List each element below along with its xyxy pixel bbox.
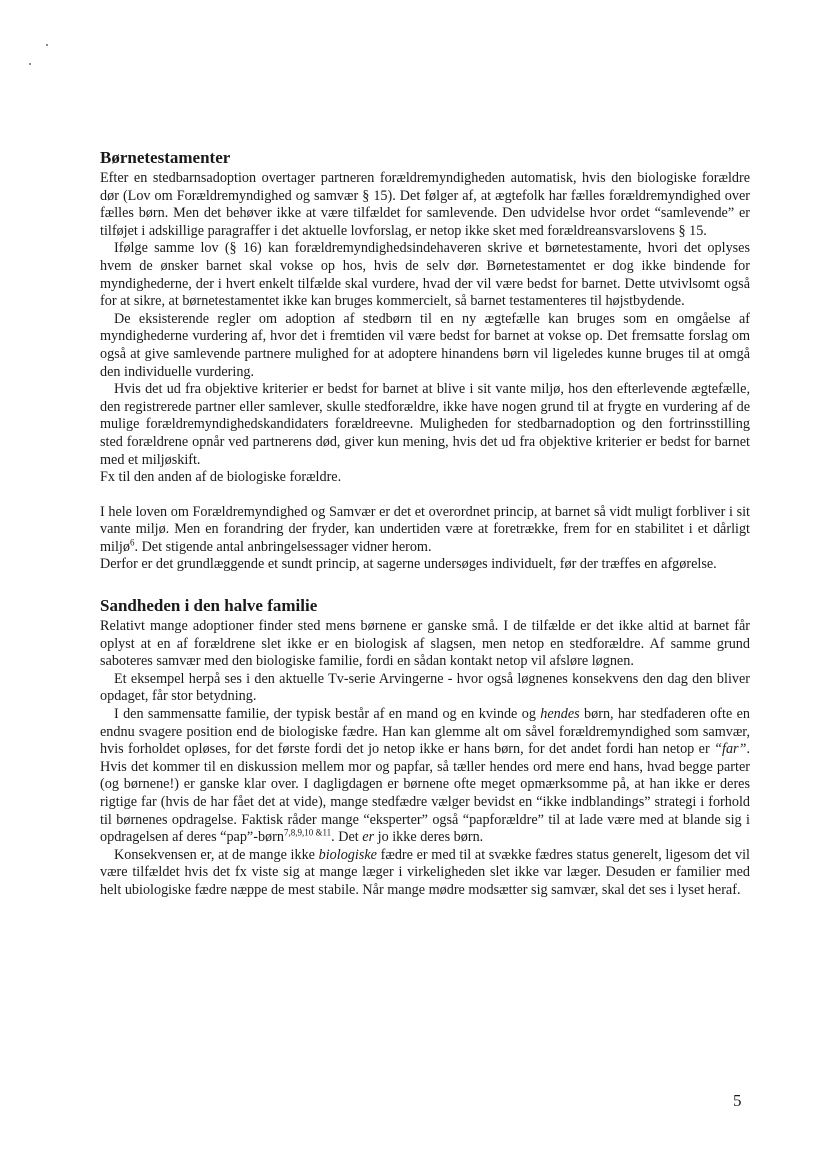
paragraph: Efter en stedbarnsadoption overtager partneren forældremyndigheden automatisk, hvis den biologiske forældre dør (Lov om Forældremyndighed og samvær § 15). Det følger af, at ægtefolk har fælles forældremyndighed over fælles børn. Men det behøver ikke at være tilfældet for samlevende. Den udvidelse hvor ordet “samlevende” er tilføjet i adskillige paragraffer i det aktuelle lovforslag, er netop ikke sket med forældreansvarslovens § 15. bbox=[100, 170, 750, 239]
paragraph: Et eksempel herpå ses i den aktuelle Tv-serie Arvingerne - hvor også løgnenes konsekvens den dag den bliver opdaget, får stor betydning. bbox=[100, 670, 750, 705]
paragraph: Ifølge samme lov (§ 16) kan forældremyndighedsindehaveren skrive et børnetestamente, hvori det oplyses hvem de ønsker barnet skal vokse op hos, hvis de selv dør. Børnetestamentet er dog ikke bindende for myndighederne, der i hvert enkelt tilfælde skal vurdere, hvad der vil være bedst for barnet. Dette utvivlsomt også for at sikre, at børnetestamentet ikke kan bruges kommercielt, så barnet testamenteres til højstbydende. bbox=[100, 240, 750, 310]
section-heading-sandheden: Sandheden i den halve familie bbox=[100, 596, 318, 616]
paragraph: Hvis det ud fra objektive kriterier er bedst for barnet at blive i sit vante miljø, hos den efterlevende ægtefælle, den registrerede partner eller samlever, skulle stedforældre, ikke have nogen grund til at frygte en vurdering af de mulige forældremyndighedskandidaters forældreevne. Muligheden for stedbarnadoption og den fortrinsstilling sted forældrene opnår ved partnerens død, giver kun mening, hvis det ud fra objektive kriterier er bedst for barnet med et miljøskift. bbox=[100, 381, 750, 468]
paragraph: Derfor er det grundlæggende et sundt princip, at sagerne undersøges individuelt, før der træffes en afgørelse. bbox=[100, 556, 717, 573]
footnote-ref: 7,8,9,10 &11 bbox=[283, 827, 332, 838]
document-page bbox=[100, 148, 750, 900]
section-heading-boernetestamenter: Børnetestamenter bbox=[100, 148, 231, 167]
paragraph: Fx til den anden af de biologiske forældre. bbox=[100, 469, 342, 486]
paragraph: I hele loven om Forældremyndighed og Samvær er det et overordnet princip, at barnet så vidt muligt forbliver i sit vante miljø. Men en forandring der fryder, kan undertiden være at foretrække, frem for en stabilitet i et dårligt miljø$^6$. Det stigende antal anbringelsessager vidner herom. bbox=[100, 503, 750, 555]
paragraph: Konsekvensen er, at de mange ikke biologiske fædre er med til at svække fædres status generelt, ligesom det vil være tilfældet hvis det fx viste sig at mange læger i virkeligheden slet ikke var læger. Desuden er familier med helt ubiologiske fædre næppe de mest stabile. Når mange mødre modsætter sig samvær, skal det ses i lyset heraf. bbox=[100, 846, 750, 898]
scan-speck bbox=[46, 44, 48, 46]
scan-speck bbox=[29, 63, 31, 65]
footnote-ref: 6 bbox=[129, 537, 135, 548]
paragraph: I den sammensatte familie, der typisk består af en mand og en kvinde og hendes børn, har stedfaderen ofte en endnu svagere position end de biologiske fædre. Han kan glemme alt om såvel forældremyndighed som samvær, hvis forholdet opløses, for det første fordi det jo netop ikke er hans børn, for det andet fordi han netop er “far”. Hvis det kommer til en diskussion mellem mor og papfar, så tæller hendes ord mere end hans, hvad begge parter (og børnene!) er ganske klar over. I dagligdagen er børnene ofte meget opmærksomme på, at han ikke er deres rigtige far (hvis de har fået det at vide), mange stedfædre vælger bevidst en “ikke indblandings” strategi i forhold til børnenes opdragelse. Faktisk råder mange “eksperter” også “papforældre” til at lade være med at blande sig i opdragelsen af deres “pap”-børn$^{7,8,9,10 \&11}$. Det er jo ikke deres børn. bbox=[100, 706, 750, 846]
page-number: 5 bbox=[733, 1091, 742, 1110]
paragraph: Relativt mange adoptioner finder sted mens børnene er ganske små. I de tilfælde er det ikke altid at barnet får oplyst at en af forældrene slet ikke er en biologisk af slagsen, men netop en stedforældre. Af samme grund saboteres samvær med den biologiske familie, fordi en sådan kontakt netop vil afsløre løgnen. bbox=[100, 618, 750, 670]
paragraph: De eksisterende regler om adoption af stedbørn til en ny ægtefælle kan bruges som en omgåelse af myndighederne vurdering af, hvor det i fremtiden vil være bedst for barnet at vokse op. Det fremsatte forslag om også at give samlevende partnere mulighed for at adoptere hinandens børn vil ligeledes kunne bruges til at omgå den individuelle vurdering. bbox=[100, 310, 750, 380]
